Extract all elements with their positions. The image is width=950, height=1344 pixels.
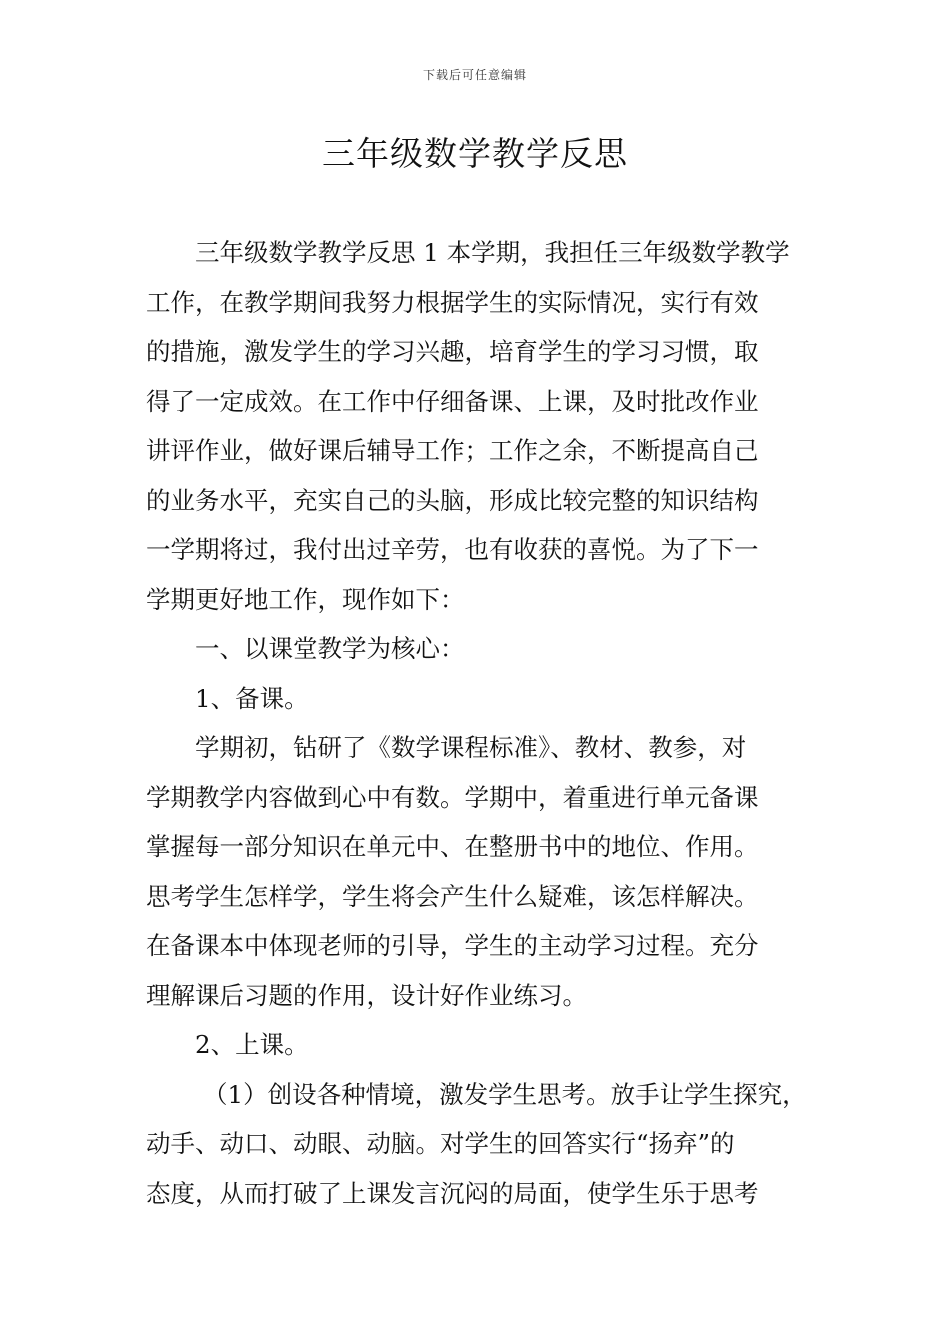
document-body — [146, 228, 814, 1218]
body-line: 三年级数学教学反思 1 本学期，我担任三年级数学教学 — [195, 238, 790, 267]
body-line: 工作，在教学期间我努力根据学生的实际情况，实行有效 — [146, 287, 759, 317]
body-line: 得了一定成效。在工作中仔细备课、上课，及时批改作业 — [146, 386, 759, 416]
body-line: 理解课后习题的作用，设计好作业练习。 — [146, 980, 587, 1010]
body-line: 学期教学内容做到心中有数。学期中，着重进行单元备课 — [146, 782, 759, 812]
body-line: 态度，从而打破了上课发言沉闷的局面，使学生乐于思考 — [146, 1178, 759, 1208]
page-header-note: 下载后可任意编辑 — [422, 68, 527, 82]
body-line: 学期初，钻研了《数学课程标准》、教材、教参，对 — [195, 733, 747, 762]
section-heading: 一、以课堂教学为核心： — [195, 634, 465, 663]
subsection-heading: 2、上课。 — [195, 1030, 309, 1059]
body-line: 讲评作业，做好课后辅导工作；工作之余，不断提高自己 — [146, 436, 759, 465]
body-line: 学期更好地工作，现作如下： — [146, 584, 465, 614]
body-line: 的措施，激发学生的学习兴趣，培育学生的学习习惯，取 — [146, 337, 759, 366]
body-line: 在备课本中体现老师的引导，学生的主动学习过程。充分 — [146, 931, 759, 960]
body-line: 动手、动口、动眼、动脑。对学生的回答实行“扬弃”的 — [146, 1129, 735, 1158]
body-line: 思考学生怎样学，学生将会产生什么疑难，该怎样解决。 — [146, 881, 759, 911]
body-line: （1）创设各种情境，激发学生思考。放手让学生探究， — [203, 1079, 807, 1109]
document-title: 三年级数学教学反思 — [322, 134, 628, 173]
subsection-heading: 1、备课。 — [195, 683, 309, 713]
body-line: 的业务水平，充实自己的头脑，形成比较完整的知识结构 — [146, 485, 759, 515]
body-line: 一学期将过，我付出过辛劳，也有收获的喜悦。为了下一 — [146, 535, 759, 564]
body-line: 掌握每一部分知识在单元中、在整册书中的地位、作用。 — [146, 832, 759, 861]
